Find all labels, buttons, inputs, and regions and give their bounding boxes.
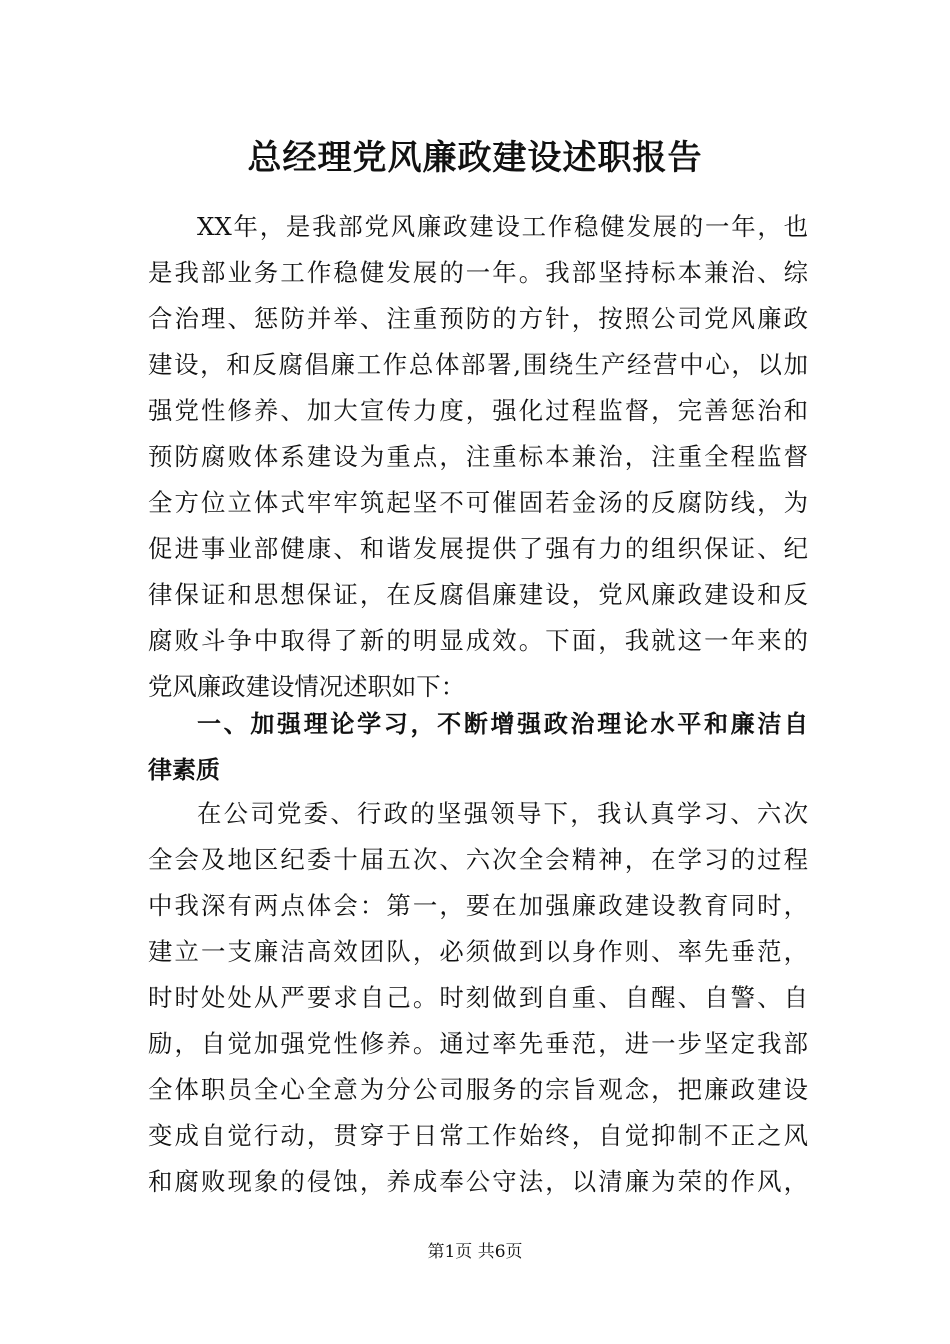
text-line: 和腐败现象的侵蚀，养成奉公守法，以清廉为荣的作风， — [148, 1167, 808, 1196]
text-line: 促进事业部健康、和谐发展提供了强有力的组织保证、纪 — [148, 534, 808, 563]
text-line: 全会及地区纪委十届五次、六次全会精神，在学习的过程 — [148, 845, 808, 874]
text-line: 变成自觉行动，贯穿于日常工作始终，自觉抑制不正之风 — [148, 1121, 808, 1150]
document-title: 总经理党风廉政建设述职报告 — [247, 138, 703, 178]
text-line: 中我深有两点体会：第一，要在加强廉政建设教育同时， — [148, 891, 808, 920]
text-line: 建设，和反腐倡廉工作总体部署,围绕生产经营中心，以加 — [148, 350, 808, 379]
heading-line: 一、加强理论学习，不断增强政治理论水平和廉洁自 — [197, 710, 808, 738]
text-line: 合治理、惩防并举、注重预防的方针，按照公司党风廉政 — [148, 304, 808, 333]
section-heading-1 — [148, 701, 808, 793]
paragraph-intro — [148, 204, 808, 710]
text-line: 强党性修养、加大宣传力度，强化过程监督，完善惩治和 — [148, 396, 808, 425]
text-line: 党风廉政建设情况述职如下： — [148, 672, 466, 701]
text-line: 律保证和思想保证，在反腐倡廉建设，党风廉政建设和反 — [148, 580, 808, 609]
page-number-footer: 第1页 共6页 — [427, 1242, 523, 1262]
text-line: XX年，是我部党风廉政建设工作稳健发展的一年，也 — [197, 212, 808, 241]
text-line: 励，自觉加强党性修养。通过率先垂范，进一步坚定我部 — [148, 1029, 808, 1058]
text-line: 建立一支廉洁高效团队，必须做到以身作则、率先垂范， — [148, 937, 808, 966]
text-line: 全方位立体式牢牢筑起坚不可催固若金汤的反腐防线，为 — [148, 488, 808, 517]
text-line: 预防腐败体系建设为重点，注重标本兼治，注重全程监督 — [148, 442, 808, 471]
text-line: 是我部业务工作稳健发展的一年。我部坚持标本兼治、综 — [148, 258, 808, 287]
heading-line: 律素质 — [148, 756, 220, 784]
text-line: 全体职员全心全意为分公司服务的宗旨观念，把廉政建设 — [148, 1075, 808, 1104]
text-line: 在公司党委、行政的坚强领导下，我认真学习、六次 — [197, 799, 808, 828]
paragraph-section-1 — [148, 791, 808, 1205]
text-line: 时时处处从严要求自己。时刻做到自重、自醒、自警、自 — [148, 983, 808, 1012]
text-line: 腐败斗争中取得了新的明显成效。下面，我就这一年来的 — [148, 626, 808, 655]
